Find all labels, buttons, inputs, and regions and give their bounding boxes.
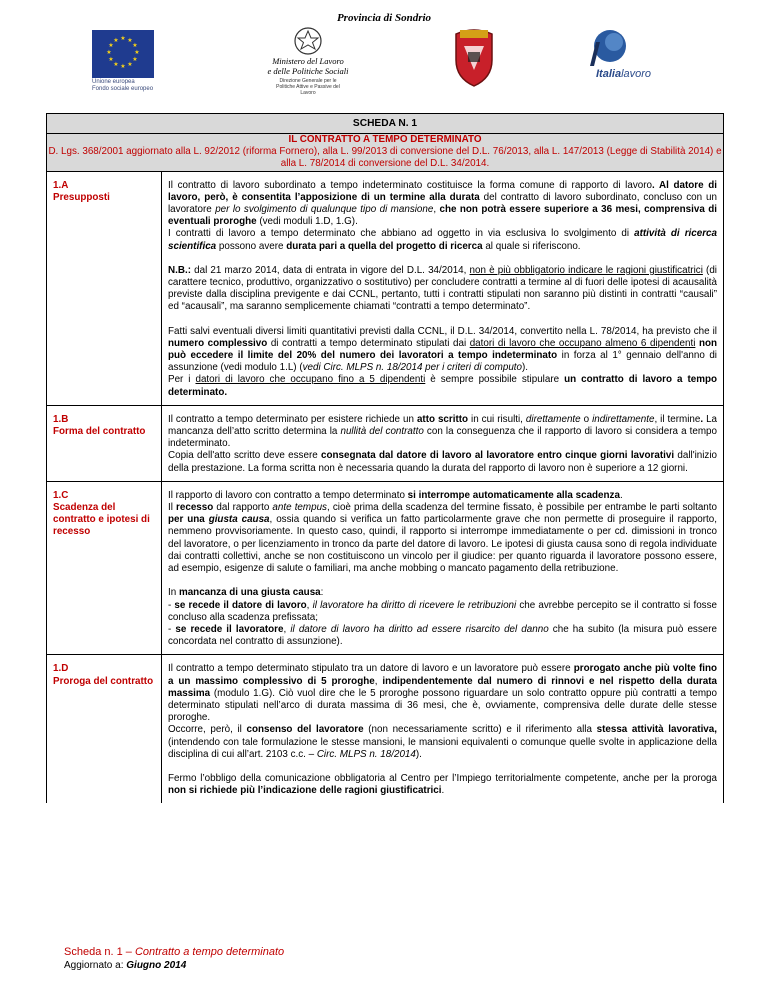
text-run: La mancanza dell’atto scritto determina la <box>168 413 718 438</box>
section-title: Forma del contratto <box>53 426 146 438</box>
section-1c <box>47 481 724 654</box>
ministry-title <box>248 56 368 76</box>
text-run: stessa attività lavorativa, <box>596 724 717 736</box>
section-label <box>47 481 162 654</box>
text-run: il lavoratore ha diritto di ricevere le retribuzioni <box>312 599 517 611</box>
text-run: ante tempus <box>272 502 327 514</box>
text-run: (vedi moduli 1.D, 1.G). <box>256 216 358 228</box>
text-run: se recede il lavoratore <box>175 623 284 635</box>
paragraph <box>168 773 717 797</box>
italia-lavoro-logo <box>580 28 700 88</box>
text-run: Il contratto a tempo determinato stipulato tra un datore di lavoro e un lavoratore può essere <box>168 663 574 675</box>
section-title: Scadenza del contratto e ipotesi di recesso <box>53 502 150 538</box>
ministry-title-line2: e delle Politiche Sociali <box>267 66 349 76</box>
text-run: - <box>168 623 176 635</box>
text-run: . <box>700 413 704 425</box>
text-run: (modulo 1.G). Ciò vuol dire che le 5 proroghe possono riguardare un solo contratto oppure più contratti a tempo determinato stipulati nell’arco di durata massima di 36 mesi, che è, ovviamente, comprensiva delle durate delle stesse proroghe. <box>168 687 717 724</box>
text-run: , <box>433 204 440 216</box>
text-run: ). <box>522 362 529 374</box>
text-run: mancanza di una giusta causa <box>178 587 321 599</box>
text-run: vedi Circ. MLPS n. 18/2014 per i criteri di computo <box>302 362 523 374</box>
paragraph <box>168 502 717 574</box>
text-run: Fermo l’obbligo della comunicazione obbligatoria al Centro per l’Impiego territorialmente competente, anche per la proroga <box>168 772 717 784</box>
text-run: (intendendo con tale formulazione le stesse mansioni, le mansioni equivalenti o comunque quelle svolte in applicazione della disciplina di cui all’art. 2103 c.c. – <box>168 736 717 760</box>
section-body <box>162 481 724 654</box>
svg-text:★: ★ <box>120 35 126 42</box>
text-run: Fatti salvi eventuali diversi limiti quantitativi previsti dalla CCNL, il D.L. 34/2014, convertito nella L. 78/2014, ha previsto che il <box>168 325 717 337</box>
text-run: (non necessariamente scritto) e il riferimento alla <box>363 724 597 736</box>
italia-wordmark-prefix: Italia <box>596 68 622 80</box>
text-run: che avrebbe percepito se il contratto si fosse concluso alla scadenza prefissata; <box>168 599 718 623</box>
globe-icon <box>580 28 628 68</box>
text-run: si interrompe automaticamente alla scadenza <box>407 489 620 501</box>
text-run: Il rapporto di lavoro con contratto a tempo determinato <box>168 489 408 501</box>
text-run: datori di lavoro che occupano fino a 5 dipendenti <box>195 374 426 386</box>
text-run: numero complessivo <box>168 337 268 349</box>
ministry-logo <box>248 26 368 96</box>
text-run: al quale si riferiscono. <box>482 240 581 252</box>
text-run: dal rapporto <box>213 502 273 514</box>
italia-lavoro-wordmark <box>596 68 651 80</box>
section-1a <box>47 171 724 405</box>
svg-text:★: ★ <box>108 56 114 63</box>
text-run: consenso del lavoratore <box>246 724 364 736</box>
paragraph <box>168 326 717 374</box>
paragraph <box>168 450 717 473</box>
paragraph <box>168 490 623 501</box>
text-run: . <box>441 785 445 797</box>
text-run: ). <box>415 748 422 760</box>
section-title: Proroga del contratto <box>53 675 154 687</box>
ministry-title-line1: Ministero del Lavoro <box>272 56 344 66</box>
section-label <box>47 655 162 804</box>
svg-text:★: ★ <box>134 49 140 56</box>
svg-text:★: ★ <box>132 56 138 63</box>
text-run: non è più obbligatorio indicare le ragioni giustificatrici <box>469 264 703 276</box>
text-run: nullità del contratto <box>340 426 424 438</box>
text-run: Il contratto a tempo determinato per esistere richiede un <box>168 413 417 425</box>
paragraph <box>168 180 717 228</box>
text-run: indipendentemente dal numero di rinnovi e nel rispetto della durata massima <box>168 675 717 699</box>
text-run: se recede il datore di lavoro <box>174 599 307 611</box>
text-run: , <box>283 623 291 635</box>
text-run: possono avere <box>216 240 287 252</box>
province-crest-logo <box>446 26 502 88</box>
text-run: attività di ricerca scientifica <box>168 228 717 252</box>
text-run: In <box>168 587 179 599</box>
eu-flag-logo <box>92 30 154 78</box>
svg-text:★: ★ <box>113 61 119 68</box>
text-run: con la conseguenza che il rapporto di lavoro si considera a tempo indeterminato. <box>168 426 717 450</box>
text-run: direttamente <box>525 413 581 425</box>
text-run: . <box>619 489 623 501</box>
text-run: Copia dell'atto scritto deve essere <box>168 450 322 462</box>
ministry-sub-line1: Direzione Generale per le <box>279 78 337 84</box>
document-subtitle: D. Lgs. 368/2001 aggiornato alla L. 92/2012 (riforma Fornero), alla L. 99/2013 di conversione del D.L. 76/2013, alla L. 147/2013 (Legge di Stabilità 2014) e alla L. 78/2014 di conversione del D.L. 34/2014. <box>48 146 722 170</box>
footer-updated-prefix: Aggiornato a: <box>64 960 127 971</box>
text-run: in cui risulti, <box>468 413 526 425</box>
title-cell <box>47 134 724 172</box>
text-run: per una <box>168 514 209 526</box>
svg-text:★: ★ <box>106 49 112 56</box>
text-run: , <box>306 599 313 611</box>
text-run: di contratti a tempo determinato stipulati dai <box>267 337 470 349</box>
svg-text:★: ★ <box>120 63 126 70</box>
section-1b <box>47 405 724 481</box>
text-run: - <box>168 599 175 611</box>
text-run: , cioè prima della scadenza del termine fissato, è possibile per entrambe le parti soltanto <box>326 502 717 514</box>
text-run: Circ. MLPS n. 18/2014 <box>316 748 416 760</box>
text-run: . Al datore di lavoro, però, <box>168 179 717 203</box>
section-1d <box>47 655 724 804</box>
section-code: 1.C <box>53 489 69 501</box>
eu-caption <box>92 79 164 93</box>
text-run: non si richiede più l’indicazione delle ragioni giustificatrici <box>168 785 442 797</box>
section-title: Presupposti <box>53 191 110 203</box>
paragraph <box>168 600 717 623</box>
paragraph <box>168 414 717 449</box>
text-run: in forza al 1° gennaio dell'anno di assunzione (vedi modulo 1.L) ( <box>168 350 717 374</box>
scheda-number: SCHEDA N. 1 <box>47 114 724 134</box>
text-run: dall'inizio della prestazione. La forma scritta non è necessaria quando la durata del rapporto di lavoro non è superiore a 12 giorni. <box>168 450 718 474</box>
section-body <box>162 655 724 804</box>
section-code: 1.D <box>53 663 69 675</box>
text-run: è consentita l’apposizione di un termine alla durata <box>232 191 480 203</box>
section-body <box>162 405 724 481</box>
page-footer <box>64 946 284 971</box>
text-run: che non potrà essere superiore a 36 mesi, comprensiva di eventuali proroghe <box>168 204 717 228</box>
footer-updated-date: Giugno 2014 <box>126 960 187 971</box>
ministry-subtitle <box>268 78 348 96</box>
svg-text:★: ★ <box>108 42 114 49</box>
text-run: Per i <box>168 374 196 386</box>
eu-caption-line2: Fondo sociale europeo <box>92 86 154 92</box>
text-run: dal 21 marzo 2014, data di entrata in vigore del D.L. 34/2014, <box>190 264 470 276</box>
text-run: I contratti di lavoro a tempo determinato che abbiano ad oggetto in via esclusiva lo svolgimento di <box>168 228 635 240</box>
paragraph <box>168 724 717 759</box>
text-run: non può eccedere il limite del 20% del numero dei lavoratori a tempo indeterminato <box>168 337 717 362</box>
section-code: 1.B <box>53 413 69 425</box>
paragraph <box>168 228 717 251</box>
text-run: un contratto di lavoro a tempo determinato. <box>168 374 717 398</box>
text-run: Occorre, però, il <box>168 724 247 736</box>
italia-wordmark-suffix: lavoro <box>621 68 652 80</box>
logo-bar <box>0 24 768 94</box>
paragraph <box>168 265 717 314</box>
paragraph <box>168 374 717 397</box>
text-run: N.B.: <box>168 264 191 276</box>
paragraph <box>168 663 717 723</box>
svg-text:★: ★ <box>132 42 138 49</box>
footer-title-italic: Contratto a tempo determinato <box>134 946 285 958</box>
text-run: o <box>580 413 593 425</box>
section-label <box>47 171 162 405</box>
paragraph <box>168 624 717 647</box>
province-header: Provincia di Sondrio <box>336 12 432 24</box>
text-run: Il <box>168 502 177 514</box>
eu-caption-line1: Unione europea <box>92 79 135 85</box>
text-run: datori di lavoro che occupano almeno 6 dipendenti <box>469 337 696 349</box>
italian-emblem-icon <box>248 26 368 56</box>
text-run: che ha subito (la misura può essere concordata nel contratto di assunzione). <box>168 623 717 648</box>
svg-text:★: ★ <box>127 37 133 44</box>
footer-title <box>64 946 284 958</box>
section-code: 1.A <box>53 179 69 191</box>
footer-title-prefix: Scheda n. 1 – <box>64 946 135 958</box>
footer-updated <box>64 960 284 971</box>
text-run: giusta causa <box>208 514 270 526</box>
text-run: Il contratto di lavoro subordinato a tempo indeterminato costituisce la forma comune di rapporto di lavoro <box>168 179 652 191</box>
text-run: consegnata dal datore di lavoro al lavoratore entro cinque giorni lavorativi <box>321 450 675 462</box>
text-run: indirettamente <box>592 413 655 425</box>
section-label <box>47 405 162 481</box>
paragraph <box>168 587 323 598</box>
text-run: prorogato anche più volte fino a un massimo complessivo di 5 proroghe <box>168 663 717 687</box>
document-title: IL CONTRATTO A TEMPO DETERMINATO <box>288 134 482 145</box>
ministry-sub-line2: Politiche Attive e Passive del Lavoro <box>276 84 340 96</box>
text-run: , il termine <box>654 413 701 425</box>
text-run: atto scritto <box>416 413 469 425</box>
svg-text:★: ★ <box>127 61 133 68</box>
text-run: il datore di lavoro ha diritto ad essere risarcito del danno <box>290 623 549 635</box>
text-run: , ossia quando si verifica un fatto particolarmente grave che non permette di proseguire il rapporto, nemmeno provvisoriamente. In questo caso, quindi, il rapporto si interrompe immediatamente o per cd. dimissioni in tronco del lavoratore, o per licenziamento in tronco da parte del datore di lavoro. Le ipotesi di giusta causa sono di regola individuate dai contratti collettivi, anche se non costituiscono un vincolo per il giudice: per quanto riguarda il lavoratore possono essere, ad esempio, esigenze di salute o familiari, ma anche mobbing o mancato pagamento della retribuzione. <box>168 514 717 575</box>
text-run: : <box>320 587 324 599</box>
text-run: del contratto di lavoro subordinato, concluso con un lavoratore <box>168 191 717 216</box>
text-run: (di carattere tecnico, produttivo, organizzativo o sostitutivo) per concludere contratti a termine al di fuori delle ipotesi di acausalità previste dalla disciplina previgente e dai CCNL, pertanto, tutti i contratti stipulati non saranno più distinti in contratti “causali” ed “acausali”, ma saranno semplicemente chiamati “contratti a tempo determinato”. <box>168 264 717 313</box>
svg-text:★: ★ <box>113 37 119 44</box>
text-run: è sempre possibile stipulare <box>425 374 565 386</box>
text-run: , <box>374 675 383 687</box>
text-run: per lo svolgimento di qualunque tipo di mansione <box>215 204 434 216</box>
text-run: recesso <box>176 502 214 514</box>
text-run: durata pari a quella del progetto di ricerca <box>286 240 483 252</box>
section-body <box>162 171 724 405</box>
scheda-table <box>46 113 724 803</box>
